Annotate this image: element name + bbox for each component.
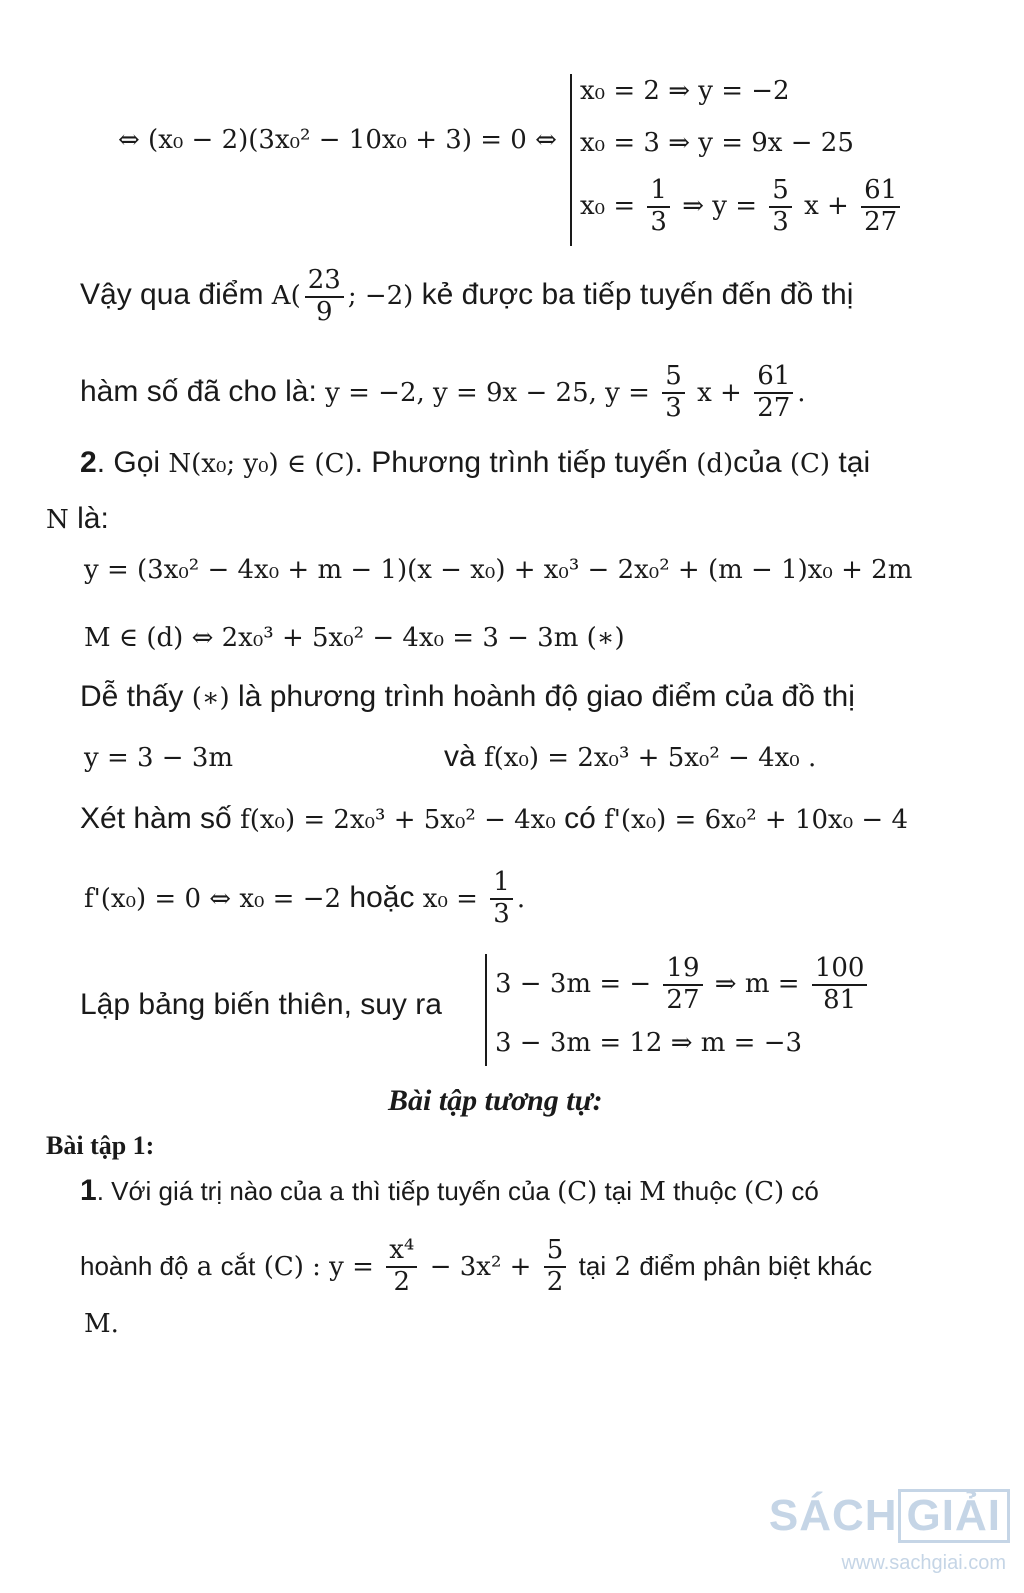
fraction: $\frac{5}{3}$ [662, 362, 685, 424]
system-row-1: x₀ = 2 ⇒ y = −2 [580, 76, 790, 106]
watermark-url: www.sachgiai.com [841, 1552, 1006, 1574]
fraction: $\frac{1}{3}$ [490, 868, 513, 930]
fraction: $\frac{61}{27}$ [754, 362, 793, 424]
logo-g-box: GIẢI [898, 1489, 1010, 1543]
result-row-1: 3 − 3m = − $\frac{19}{27}$ ⇒ m = $\frac{100}{81}$ [495, 954, 871, 1016]
paragraph-conclusion: Vậy qua điểm A( $\frac{23}{9}$ ; −2) kẻ được ba tiếp tuyến đến đồ thị [80, 265, 854, 327]
equation-system [570, 74, 902, 246]
fraction: $\frac{100}{81}$ [812, 954, 868, 1016]
paragraph-part-2-cont: N là: [46, 502, 109, 535]
paragraph-observation-cont: y = 3 − 3m [84, 743, 234, 773]
watermark-logo: SÁCH GIẢI [769, 1489, 1010, 1543]
equation-membership: M ∈ (d) ⇔ 2x₀³ + 5x₀² − 4x₀ = 3 − 3m (∗) [84, 623, 625, 653]
exercise-title: Bài tập 1: [46, 1131, 155, 1160]
exercise-line-3: M. [84, 1309, 119, 1339]
fraction: $\frac{5}{3}$ [769, 176, 792, 238]
paragraph-part-2: 2. Gọi N(x₀; y₀) ∈ (C). Phương trình tiếp tuyến (d)của (C) tại [80, 446, 871, 479]
paragraph-derivative: Xét hàm số f(x₀) = 2x₀³ + 5x₀² − 4x₀ có f'(x₀) = 6x₀² + 10x₀ − 4 [80, 802, 908, 835]
result-system [485, 953, 865, 1066]
result-row-2: 3 − 3m = 12 ⇒ m = −3 [495, 1028, 803, 1058]
fraction: $\frac{5}{2}$ [544, 1236, 567, 1298]
fraction: $\frac{23}{9}$ [305, 266, 344, 328]
fraction: $\frac{61}{27}$ [861, 176, 900, 238]
exercise-line-2: hoành độ a cắt (C) : y = $\frac{\text{x⁴}}{2}$ − 3x² + $\frac{5}{2}$ tại 2 điểm phân biệt khác [80, 1235, 873, 1297]
fraction: $\frac{19}{27}$ [663, 954, 702, 1016]
paragraph-observation-cont-2: và f(x₀) = 2x₀³ + 5x₀² − 4x₀ . [444, 740, 817, 773]
paragraph-tangent-lines: hàm số đã cho là: y = −2, y = 9x − 25, y = $\frac{5}{3}$ x + $\frac{61}{27}$ . [80, 361, 806, 423]
section-heading: Bài tập tương tự: [388, 1084, 603, 1117]
equation-tangent: y = (3x₀² − 4x₀ + m − 1)(x − x₀) + x₀³ − 2x₀² + (m − 1)x₀ + 2m [84, 555, 913, 585]
system-row-3: x₀ = $\frac{1}{3}$ ⇒ y = $\frac{5}{3}$ x + $\frac{61}{27}$ [580, 176, 904, 238]
fraction: $\frac{1}{3}$ [647, 176, 670, 238]
paragraph-variation-table: Lập bảng biến thiên, suy ra [80, 988, 442, 1021]
exercise-line-1: 1. Với giá trị nào của a thì tiếp tuyến của (C) tại M thuộc (C) có [80, 1174, 819, 1207]
paragraph-observation: Dễ thấy (∗) là phương trình hoành độ giao điểm của đồ thị [80, 680, 855, 713]
fraction: $\frac{\text{x⁴}}{2}$ [386, 1236, 417, 1298]
equation-factor: ⇔ (x₀ − 2)(3x₀² − 10x₀ + 3) = 0 ⇔ [118, 125, 557, 155]
paragraph-critical-points: f'(x₀) = 0 ⇔ x₀ = −2 hoặc x₀ = $\frac{1}{3}$ . [84, 867, 526, 929]
system-row-2: x₀ = 3 ⇒ y = 9x − 25 [580, 128, 854, 158]
